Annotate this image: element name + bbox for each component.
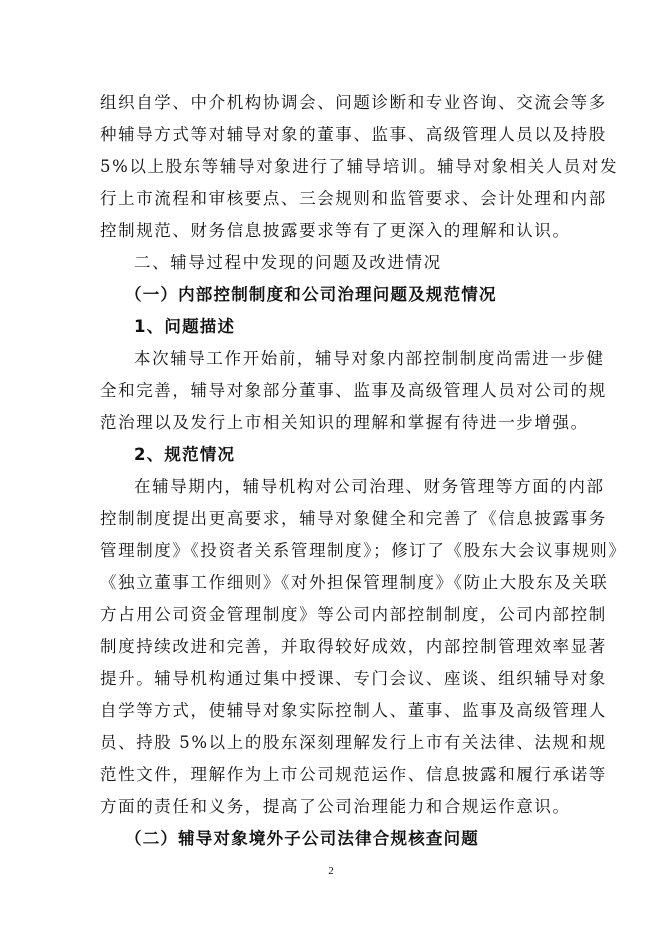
page-number: 2 [328,865,334,877]
paragraph-3-line-6: 制度持续改进和完善，并取得较好成效，内部控制管理效率显著 [100,637,607,656]
paragraph-3-line-1: 在辅导期内，辅导机构对公司治理、财务管理等方面的内部 [134,477,605,496]
paragraph-1-line-3: 5%以上股东等辅导对象进行了辅导培训。辅导对象相关人员对发 [100,157,619,176]
paragraph-2-line-1: 本次辅导工作开始前，辅导对象内部控制制度尚需进一步健 [134,349,605,368]
subsection-1-title: （一）内部控制制度和公司治理问题及规范情况 [125,285,497,304]
paragraph-3-line-7: 提升。辅导机构通过集中授课、专门会议、座谈、组织辅导对象 [100,669,607,688]
paragraph-2-line-2: 全和完善，辅导对象部分董事、监事及高级管理人员对公司的规 [100,381,607,400]
paragraph-3-line-2: 控制制度提出更高要求，辅导对象健全和完善了《信息披露事务 [100,509,607,528]
item-1-title: 1、问题描述 [134,317,236,336]
paragraph-3-line-4: 《独立董事工作细则》《对外担保管理制度》《防止大股东及关联 [100,573,609,592]
paragraph-1-line-4: 行上市流程和审核要点、三会规则和监管要求、会计处理和内部 [100,189,607,208]
paragraph-2-line-3: 范治理以及发行上市相关知识的理解和掌握有待进一步增强。 [100,413,589,432]
paragraph-3-line-9: 员、持股 5%以上的股东深刻理解发行上市有关法律、法规和规 [100,733,607,752]
paragraph-3-line-3: 管理制度》《投资者关系管理制度》；修订了《股东大会议事规则》 [100,541,627,560]
paragraph-1-line-5: 控制规范、财务信息披露要求等有了更深入的理解和认识。 [100,221,571,240]
paragraph-3-line-10: 范性文件，理解作为上市公司规范运作、信息披露和履行承诺等 [100,765,607,784]
subsection-2-title: （二）辅导对象境外子公司法律合规核查问题 [125,829,479,848]
paragraph-1-line-1: 组织自学、中介机构协调会、问题诊断和专业咨询、交流会等多 [100,93,607,112]
paragraph-3-line-11: 方面的责任和义务，提高了公司治理能力和合规运作意识。 [100,797,571,816]
paragraph-1-line-2: 种辅导方式等对辅导对象的董事、监事、高级管理人员以及持股 [100,125,607,144]
paragraph-3-line-8: 自学等方式，使辅导对象实际控制人、董事、监事及高级管理人 [100,701,607,720]
section-2-title: 二、辅导过程中发现的问题及改进情况 [134,253,442,272]
item-2-title: 2、规范情况 [134,445,236,464]
paragraph-3-line-5: 方占用公司资金管理制度》等公司内部控制制度，公司内部控制 [100,605,607,624]
